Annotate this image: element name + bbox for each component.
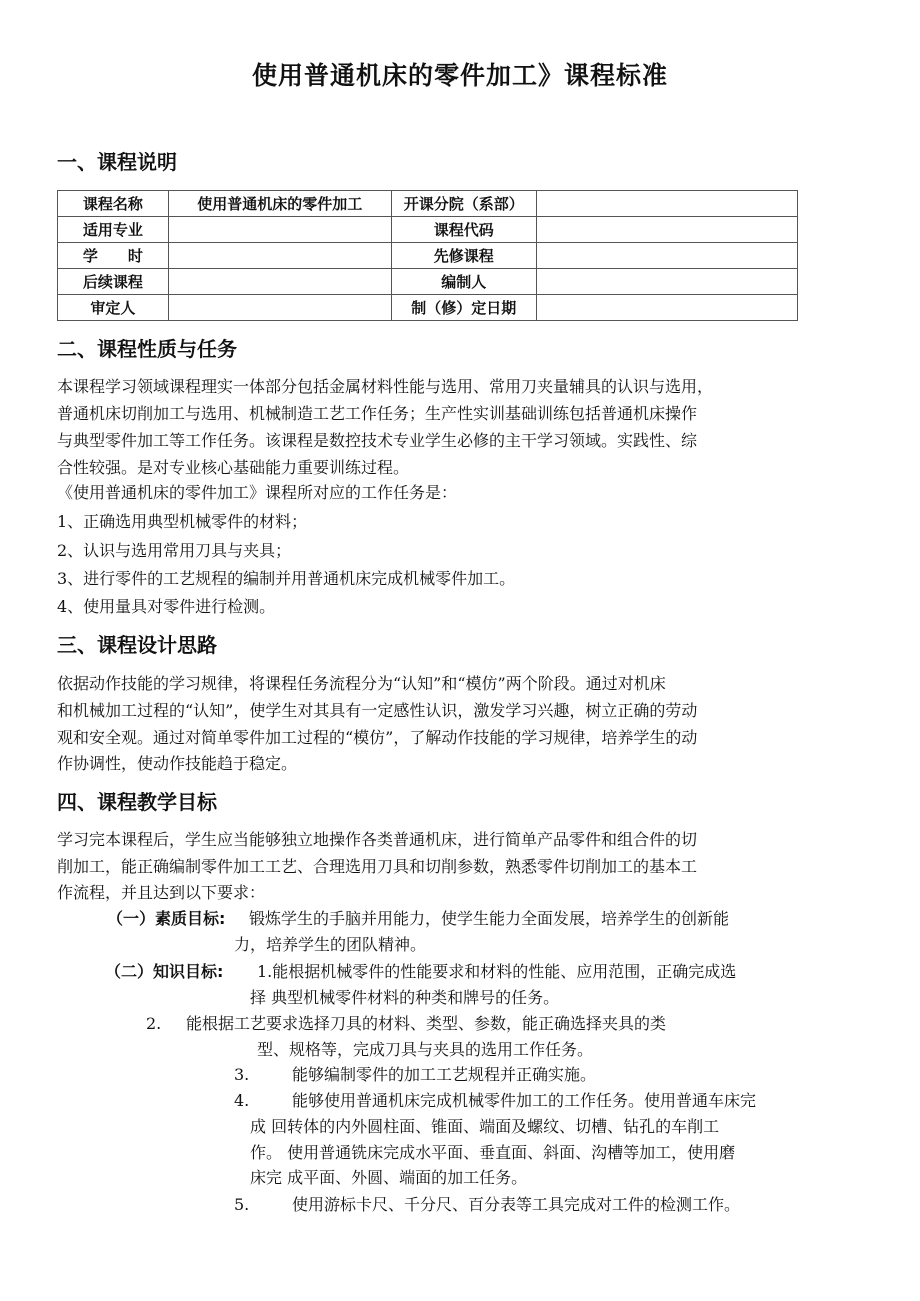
- task-item: 2、认识与选用常用刀具与夹具；: [57, 541, 292, 560]
- quality-goal-label: （一）素质目标:: [107, 909, 226, 928]
- paragraph-line: 依据动作技能的学习规律，将课程任务流程分为“认知”和“模仿”两个阶段。通过对机床: [57, 674, 666, 693]
- table-cell: 编制人: [391, 269, 536, 295]
- section-heading-course-description: 一、课程说明: [57, 150, 177, 174]
- table-cell: 先修课程: [391, 243, 536, 269]
- paragraph-line: 学习完本课程后，学生应当能够独立地操作各类普通机床，进行简单产品零件和组合件的切: [57, 830, 698, 849]
- table-cell: 后续课程: [58, 269, 169, 295]
- table-cell: [536, 295, 797, 321]
- task-item: 4、使用量具对零件进行检测。: [57, 597, 276, 616]
- table-cell: [536, 243, 797, 269]
- knowledge-goal-item: 使用游标卡尺、千分尺、百分表等工具完成对工件的检测工作。: [292, 1195, 741, 1214]
- table-cell: 学 时: [58, 243, 169, 269]
- paragraph-line: 本课程学习领域课程理实一体部分包括金属材料性能与选用、常用刀夹量辅具的认识与选用，: [57, 377, 714, 396]
- quality-goal-text: 力，培养学生的团队精神。: [234, 935, 427, 954]
- table-cell: 课程名称: [58, 191, 169, 217]
- knowledge-goal-number: 5.: [234, 1195, 250, 1214]
- paragraph-line: 《使用普通机床的零件加工》课程所对应的工作任务是：: [57, 483, 458, 502]
- paragraph-line: 和机械加工过程的“认知”，使学生对其具有一定感性认识，激发学习兴趣，树立正确的劳动: [57, 701, 698, 720]
- table-cell: 制（修）定日期: [391, 295, 536, 321]
- section-heading-teaching-goals: 四、课程教学目标: [57, 790, 217, 814]
- paragraph-line: 合性较强。是对专业核心基础能力重要训练过程。: [57, 458, 410, 477]
- table-cell: [536, 269, 797, 295]
- knowledge-goal-item: 1.能根据机械零件的性能要求和材料的性能、应用范围，正确完成选: [257, 962, 737, 981]
- paragraph-line: 与典型零件加工等工作任务。该课程是数控技术专业学生必修的主干学习领域。实践性、综: [57, 431, 698, 450]
- knowledge-goal-item: 型、规格等，完成刀具与夹具的选用工作任务。: [257, 1040, 594, 1059]
- table-row: [58, 269, 798, 295]
- table-cell: 课程代码: [391, 217, 536, 243]
- paragraph-line: 观和安全观。通过对简单零件加工过程的“模仿”，了解动作技能的学习规律，培养学生的动: [57, 728, 698, 747]
- table-cell: [168, 269, 391, 295]
- table-row: [58, 295, 798, 321]
- knowledge-goal-label: （二）知识目标:: [105, 962, 224, 981]
- paragraph-line: 作协调性，使动作技能趋于稳定。: [57, 754, 298, 773]
- course-info-table: [57, 190, 798, 321]
- knowledge-goal-item: 成 回转体的内外圆柱面、锥面、端面及螺纹、切槽、钻孔的车削工: [250, 1117, 720, 1136]
- table-cell: [168, 243, 391, 269]
- table-cell: [168, 295, 391, 321]
- table-row: [58, 217, 798, 243]
- table-cell: 适用专业: [58, 217, 169, 243]
- table-row: [58, 243, 798, 269]
- knowledge-goal-number: 3.: [234, 1065, 250, 1084]
- table-cell: 使用普通机床的零件加工: [168, 191, 391, 217]
- table-cell: 开课分院（系部）: [391, 191, 536, 217]
- paragraph-line: 作流程，并且达到以下要求：: [57, 883, 266, 902]
- table-cell: 审定人: [58, 295, 169, 321]
- paragraph-line: 削加工，能正确编制零件加工工艺、合理选用刀具和切削参数，熟悉零件切削加工的基本工: [57, 857, 698, 876]
- task-item: 3、进行零件的工艺规程的编制并用普通机床完成机械零件加工。: [57, 569, 516, 588]
- section-heading-design-approach: 三、课程设计思路: [57, 633, 217, 657]
- knowledge-goal-item: 择 典型机械零件材料的种类和牌号的任务。: [250, 988, 560, 1007]
- paragraph-line: 普通机床切削加工与选用、机械制造工艺工作任务；生产性实训基础训练包括普通机床操作: [57, 404, 698, 423]
- knowledge-goal-item: 能够编制零件的加工工艺规程并正确实施。: [292, 1065, 597, 1084]
- knowledge-goal-number: 4.: [234, 1091, 250, 1110]
- knowledge-goal-item: 能根据工艺要求选择刀具的材料、类型、参数，能正确选择夹具的类: [186, 1014, 667, 1033]
- section-heading-nature-and-tasks: 二、课程性质与任务: [57, 337, 237, 361]
- table-cell: [536, 217, 797, 243]
- knowledge-goal-item: 能够使用普通机床完成机械零件加工的工作任务。使用普通车床完: [292, 1091, 757, 1110]
- knowledge-goal-item: 床完 成平面、外圆、端面的加工任务。: [250, 1168, 528, 1187]
- knowledge-goal-item: 作。 使用普通铣床完成水平面、垂直面、斜面、沟槽等加工，使用磨: [250, 1143, 736, 1162]
- page-title: 使用普通机床的零件加工》课程标准: [251, 61, 668, 90]
- quality-goal-text: 锻炼学生的手脑并用能力，使学生能力全面发展，培养学生的创新能: [249, 909, 730, 928]
- table-cell: [536, 191, 797, 217]
- table-row: [58, 191, 798, 217]
- knowledge-goal-number: 2.: [146, 1014, 162, 1033]
- table-cell: [168, 217, 391, 243]
- task-item: 1、正确选用典型机械零件的材料；: [57, 512, 308, 531]
